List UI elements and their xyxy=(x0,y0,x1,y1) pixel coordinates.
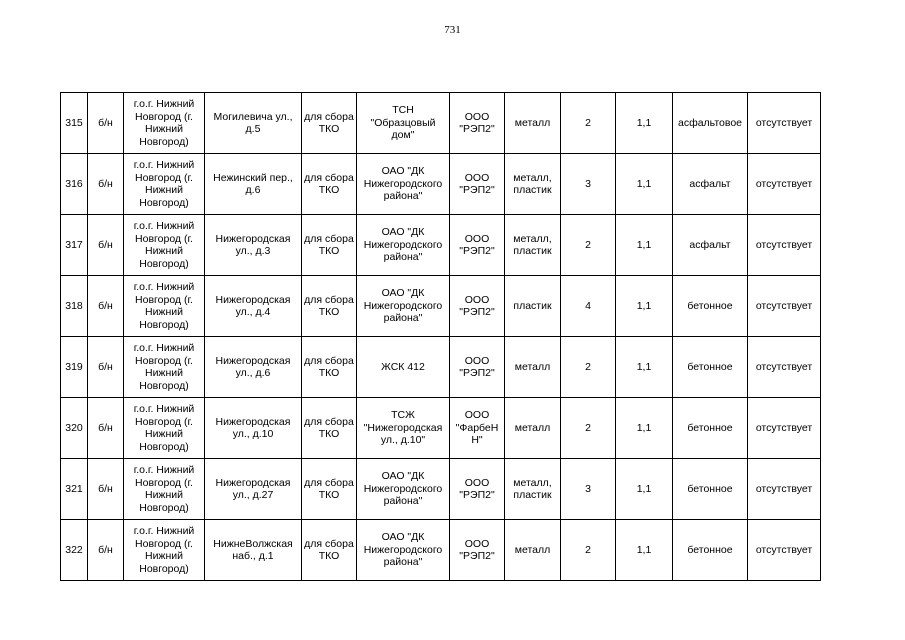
table-row xyxy=(61,215,821,276)
volume-cell-text: 1,1 xyxy=(636,543,652,556)
municipality-cell-text: г.о.г. Нижний Новгород (г. Нижний Новгород) xyxy=(133,159,195,209)
purpose-cell xyxy=(302,337,357,398)
material-cell xyxy=(505,215,561,276)
surface-cell-text: асфальт xyxy=(689,177,731,190)
site-number-text: б/н xyxy=(98,421,113,434)
fence-cell-text: отсутствует xyxy=(755,482,813,495)
site-number xyxy=(88,520,124,581)
volume-cell-text: 1,1 xyxy=(636,360,652,373)
container-count-cell-text: 3 xyxy=(585,177,591,190)
owner-cell-text: ОАО "ДК Нижегородского района" xyxy=(363,531,443,569)
owner-cell xyxy=(357,459,450,520)
fence-cell xyxy=(748,459,821,520)
purpose-cell-text: для сбора ТКО xyxy=(304,476,354,501)
surface-cell-text: бетонное xyxy=(687,299,733,312)
address-cell xyxy=(205,276,302,337)
site-number-text: б/н xyxy=(98,177,113,190)
municipality-cell xyxy=(124,337,205,398)
surface-cell xyxy=(673,520,748,581)
table-body xyxy=(61,93,821,581)
surface-cell xyxy=(673,215,748,276)
owner-cell xyxy=(357,215,450,276)
owner-cell xyxy=(357,337,450,398)
address-cell-text: Нижегородская ул., д.3 xyxy=(215,232,291,257)
municipality-cell xyxy=(124,215,205,276)
fence-cell xyxy=(748,154,821,215)
row-number-text: 319 xyxy=(65,360,83,373)
volume-cell xyxy=(616,215,673,276)
operator-cell-text: ООО "РЭП2" xyxy=(459,232,495,257)
container-count-cell xyxy=(561,398,616,459)
container-count-cell xyxy=(561,520,616,581)
operator-cell xyxy=(450,93,505,154)
row-number xyxy=(61,337,88,398)
owner-cell-text: ТСЖ "Нижегородская ул., д.10" xyxy=(363,409,443,447)
site-number-text: б/н xyxy=(98,116,113,129)
purpose-cell-text: для сбора ТКО xyxy=(304,171,354,196)
container-count-cell-text: 2 xyxy=(585,116,591,129)
address-cell-text: Нижегородская ул., д.27 xyxy=(215,476,291,501)
material-cell xyxy=(505,459,561,520)
operator-cell-text: ООО "РЭП2" xyxy=(459,293,495,318)
purpose-cell-text: для сбора ТКО xyxy=(304,354,354,379)
container-count-cell xyxy=(561,93,616,154)
surface-cell xyxy=(673,398,748,459)
operator-cell-text: ООО "РЭП2" xyxy=(459,537,495,562)
row-number-text: 315 xyxy=(65,116,83,129)
site-number-text: б/н xyxy=(98,482,113,495)
purpose-cell xyxy=(302,154,357,215)
purpose-cell-text: для сбора ТКО xyxy=(304,415,354,440)
purpose-cell xyxy=(302,398,357,459)
operator-cell-text: ООО "РЭП2" xyxy=(459,171,495,196)
row-number-text: 316 xyxy=(65,177,83,190)
volume-cell xyxy=(616,398,673,459)
owner-cell-text: ТСН "Образцовый дом" xyxy=(370,104,436,142)
container-count-cell-text: 4 xyxy=(585,299,591,312)
fence-cell xyxy=(748,520,821,581)
operator-cell xyxy=(450,337,505,398)
owner-cell-text: ОАО "ДК Нижегородского района" xyxy=(363,226,443,264)
owner-cell-text: ЖСК 412 xyxy=(381,360,425,373)
municipality-cell-text: г.о.г. Нижний Новгород (г. Нижний Новгород) xyxy=(133,342,195,392)
surface-cell xyxy=(673,154,748,215)
owner-cell xyxy=(357,520,450,581)
volume-cell-text: 1,1 xyxy=(636,238,652,251)
row-number-text: 320 xyxy=(65,421,83,434)
material-cell-text: металл xyxy=(514,421,551,434)
address-cell xyxy=(205,520,302,581)
row-number-text: 317 xyxy=(65,238,83,251)
purpose-cell-text: для сбора ТКО xyxy=(304,293,354,318)
table-row xyxy=(61,276,821,337)
table-row xyxy=(61,459,821,520)
fence-cell-text: отсутствует xyxy=(755,421,813,434)
owner-cell xyxy=(357,398,450,459)
waste-sites-table xyxy=(60,92,821,581)
row-number xyxy=(61,398,88,459)
volume-cell xyxy=(616,93,673,154)
fence-cell xyxy=(748,398,821,459)
operator-cell xyxy=(450,215,505,276)
owner-cell-text: ОАО "ДК Нижегородского района" xyxy=(363,165,443,203)
fence-cell xyxy=(748,276,821,337)
municipality-cell xyxy=(124,93,205,154)
row-number-text: 321 xyxy=(65,482,83,495)
owner-cell xyxy=(357,154,450,215)
owner-cell-text: ОАО "ДК Нижегородского района" xyxy=(363,287,443,325)
purpose-cell-text: для сбора ТКО xyxy=(304,110,354,135)
material-cell xyxy=(505,398,561,459)
material-cell xyxy=(505,154,561,215)
municipality-cell-text: г.о.г. Нижний Новгород (г. Нижний Новгород) xyxy=(133,403,195,453)
volume-cell-text: 1,1 xyxy=(636,177,652,190)
volume-cell xyxy=(616,459,673,520)
surface-cell xyxy=(673,337,748,398)
operator-cell xyxy=(450,154,505,215)
table-row xyxy=(61,398,821,459)
purpose-cell xyxy=(302,215,357,276)
purpose-cell xyxy=(302,520,357,581)
fence-cell xyxy=(748,93,821,154)
municipality-cell-text: г.о.г. Нижний Новгород (г. Нижний Новгород) xyxy=(133,281,195,331)
fence-cell-text: отсутствует xyxy=(755,299,813,312)
surface-cell-text: бетонное xyxy=(687,543,733,556)
address-cell xyxy=(205,459,302,520)
site-number-text: б/н xyxy=(98,238,113,251)
material-cell-text: металл, пластик xyxy=(513,232,552,257)
container-count-cell-text: 2 xyxy=(585,421,591,434)
site-number xyxy=(88,337,124,398)
operator-cell-text: ООО "РЭП2" xyxy=(459,476,495,501)
operator-cell xyxy=(450,459,505,520)
address-cell-text: Нежинский пер., д.6 xyxy=(213,171,293,196)
table-row xyxy=(61,520,821,581)
material-cell-text: металл, пластик xyxy=(513,476,552,501)
address-cell xyxy=(205,215,302,276)
purpose-cell xyxy=(302,93,357,154)
container-count-cell xyxy=(561,154,616,215)
row-number xyxy=(61,459,88,520)
address-cell xyxy=(205,93,302,154)
volume-cell-text: 1,1 xyxy=(636,299,652,312)
surface-cell-text: бетонное xyxy=(687,482,733,495)
surface-cell xyxy=(673,93,748,154)
row-number xyxy=(61,215,88,276)
surface-cell-text: бетонное xyxy=(687,421,733,434)
volume-cell xyxy=(616,154,673,215)
municipality-cell-text: г.о.г. Нижний Новгород (г. Нижний Новгород) xyxy=(133,220,195,270)
operator-cell-text: ООО "РЭП2" xyxy=(459,354,495,379)
address-cell-text: Нижегородская ул., д.4 xyxy=(215,293,291,318)
row-number-text: 322 xyxy=(65,543,83,556)
site-number xyxy=(88,459,124,520)
table-row xyxy=(61,154,821,215)
municipality-cell xyxy=(124,398,205,459)
operator-cell xyxy=(450,398,505,459)
owner-cell xyxy=(357,276,450,337)
municipality-cell xyxy=(124,520,205,581)
site-number xyxy=(88,215,124,276)
fence-cell xyxy=(748,215,821,276)
municipality-cell xyxy=(124,459,205,520)
site-number xyxy=(88,398,124,459)
purpose-cell xyxy=(302,459,357,520)
municipality-cell xyxy=(124,276,205,337)
material-cell-text: металл, пластик xyxy=(513,171,552,196)
material-cell-text: металл xyxy=(514,360,551,373)
site-number-text: б/н xyxy=(98,543,113,556)
site-number xyxy=(88,276,124,337)
material-cell xyxy=(505,520,561,581)
container-count-cell xyxy=(561,276,616,337)
container-count-cell xyxy=(561,337,616,398)
container-count-cell xyxy=(561,215,616,276)
surface-cell xyxy=(673,459,748,520)
surface-cell-text: асфальтовое xyxy=(677,116,742,129)
site-number-text: б/н xyxy=(98,360,113,373)
row-number xyxy=(61,154,88,215)
municipality-cell-text: г.о.г. Нижний Новгород (г. Нижний Новгород) xyxy=(133,464,195,514)
address-cell-text: НижнеВолжская наб., д.1 xyxy=(213,537,293,562)
volume-cell xyxy=(616,337,673,398)
material-cell-text: металл xyxy=(514,543,551,556)
surface-cell-text: бетонное xyxy=(687,360,733,373)
material-cell-text: пластик xyxy=(513,299,552,312)
table-row xyxy=(61,93,821,154)
container-count-cell-text: 2 xyxy=(585,543,591,556)
fence-cell-text: отсутствует xyxy=(755,116,813,129)
volume-cell-text: 1,1 xyxy=(636,421,652,434)
purpose-cell-text: для сбора ТКО xyxy=(304,537,354,562)
site-number-text: б/н xyxy=(98,299,113,312)
fence-cell xyxy=(748,337,821,398)
operator-cell xyxy=(450,520,505,581)
address-cell-text: Нижегородская ул., д.6 xyxy=(215,354,291,379)
fence-cell-text: отсутствует xyxy=(755,238,813,251)
address-cell xyxy=(205,154,302,215)
operator-cell xyxy=(450,276,505,337)
volume-cell xyxy=(616,520,673,581)
page-number: 731 xyxy=(444,24,461,36)
address-cell-text: Могилевича ул., д.5 xyxy=(213,110,293,135)
address-cell xyxy=(205,398,302,459)
operator-cell-text: ООО "РЭП2" xyxy=(459,110,495,135)
owner-cell-text: ОАО "ДК Нижегородского района" xyxy=(363,470,443,508)
container-count-cell-text: 2 xyxy=(585,360,591,373)
row-number-text: 318 xyxy=(65,299,83,312)
row-number xyxy=(61,520,88,581)
purpose-cell-text: для сбора ТКО xyxy=(304,232,354,257)
surface-cell-text: асфальт xyxy=(689,238,731,251)
municipality-cell-text: г.о.г. Нижний Новгород (г. Нижний Новгород) xyxy=(133,98,195,148)
material-cell xyxy=(505,93,561,154)
material-cell-text: металл xyxy=(514,116,551,129)
fence-cell-text: отсутствует xyxy=(755,177,813,190)
fence-cell-text: отсутствует xyxy=(755,543,813,556)
purpose-cell xyxy=(302,276,357,337)
address-cell-text: Нижегородская ул., д.10 xyxy=(215,415,291,440)
container-count-cell-text: 3 xyxy=(585,482,591,495)
fence-cell-text: отсутствует xyxy=(755,360,813,373)
table-row xyxy=(61,337,821,398)
volume-cell xyxy=(616,276,673,337)
site-number xyxy=(88,154,124,215)
municipality-cell xyxy=(124,154,205,215)
row-number xyxy=(61,93,88,154)
material-cell xyxy=(505,337,561,398)
material-cell xyxy=(505,276,561,337)
operator-cell-text: ООО "ФарбеН Н" xyxy=(455,409,499,447)
surface-cell xyxy=(673,276,748,337)
owner-cell xyxy=(357,93,450,154)
municipality-cell-text: г.о.г. Нижний Новгород (г. Нижний Новгород) xyxy=(133,525,195,575)
site-number xyxy=(88,93,124,154)
volume-cell-text: 1,1 xyxy=(636,116,652,129)
volume-cell-text: 1,1 xyxy=(636,482,652,495)
row-number xyxy=(61,276,88,337)
container-count-cell-text: 2 xyxy=(585,238,591,251)
container-count-cell xyxy=(561,459,616,520)
address-cell xyxy=(205,337,302,398)
